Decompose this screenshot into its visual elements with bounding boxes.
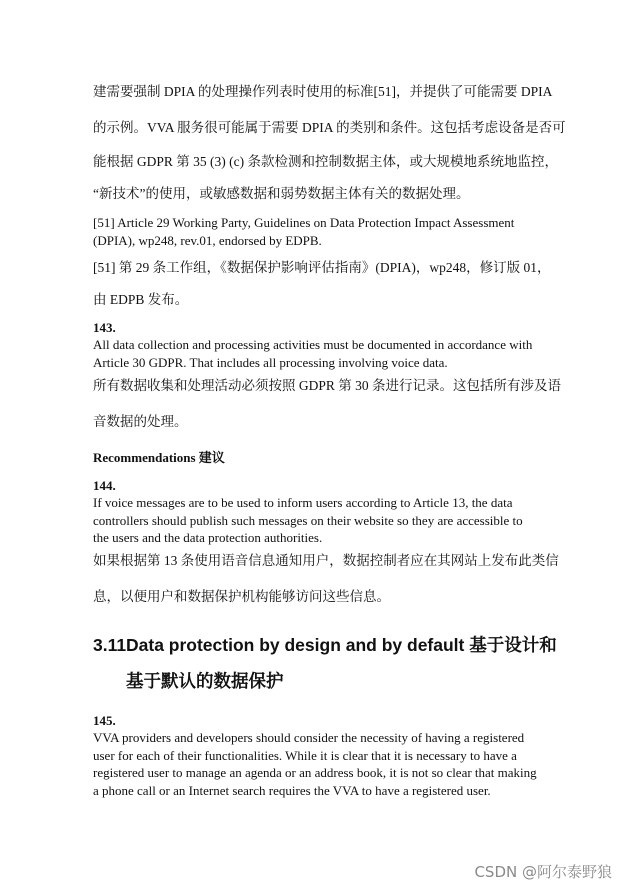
paragraph-144-chinese-line: 息，以便用户和数据保护机构能够访问这些信息。 [93,589,390,604]
footnote-english: [51] Article 29 Working Party, Guidelines on Data Protection Impact Assessment (DPIA), wp248, rev.01, endorsed by EDPB. [93,215,515,248]
paragraph-143-chinese-line: 音数据的处理。 [93,414,188,429]
paragraph-number-145: 145. [93,713,116,728]
recommendations-heading: Recommendations 建议 [93,450,225,465]
paragraph-144-english: If voice messages are to be used to inform users according to Article 13, the data controllers should publish such messages on their website so they are accessible to the users and the data protection authorities. [93,495,523,545]
chinese-paragraph-line: 能根据 GDPR 第 35 (3) (c) 条款检测和控制数据主体，或大规模地系统地监控， [93,154,558,169]
footnote-chinese-line: [51] 第 29 条工作组，《数据保护影响评估指南》(DPIA)，wp248，修订版 01， [93,260,551,275]
csdn-watermark: CSDN @阿尔泰野狼 [474,863,612,881]
paragraph-number-143: 143. [93,320,116,335]
paragraph-145-english: VVA providers and developers should consider the necessity of having a registered user for each of their functionalities. While it is clear that it is necessary to have a registered user to manage an agenda or an address book, it is not so clear that making a phone call or an Internet search requires the VVA to have a registered user. [93,730,537,798]
paragraph-143-english: All data collection and processing activities must be documented in accordance with Article 30 GDPR. That includes all processing involving voice data. [93,337,533,370]
chinese-paragraph-line: 建需要强制 DPIA 的处理操作列表时使用的标准[51]，并提供了可能需要 DPIA [93,84,553,99]
paragraph-number-144: 144. [93,478,116,493]
footnote-chinese-line: 由 EDPB 发布。 [93,292,189,307]
paragraph-143-chinese-line: 所有数据收集和处理活动必须按照 GDPR 第 30 条进行记录。这包括所有涉及语 [93,378,562,393]
paragraph-144-chinese-line: 如果根据第 13 条使用语音信息通知用户，数据控制者应在其网站上发布此类信 [93,553,559,568]
chinese-paragraph-line: “新技术”的使用，或敏感数据和弱势数据主体有关的数据处理。 [93,186,470,201]
chinese-paragraph-line: 的示例。VVA 服务很可能属于需要 DPIA 的类别和条件。这包括考虑设备是否可 [93,120,566,135]
section-title-line-2: 基于默认的数据保护 [126,671,284,691]
section-heading [93,634,557,656]
section-number: 3.11 [93,635,127,655]
section-title-line: Data protection by design and by default 基于设计和 [126,635,557,655]
